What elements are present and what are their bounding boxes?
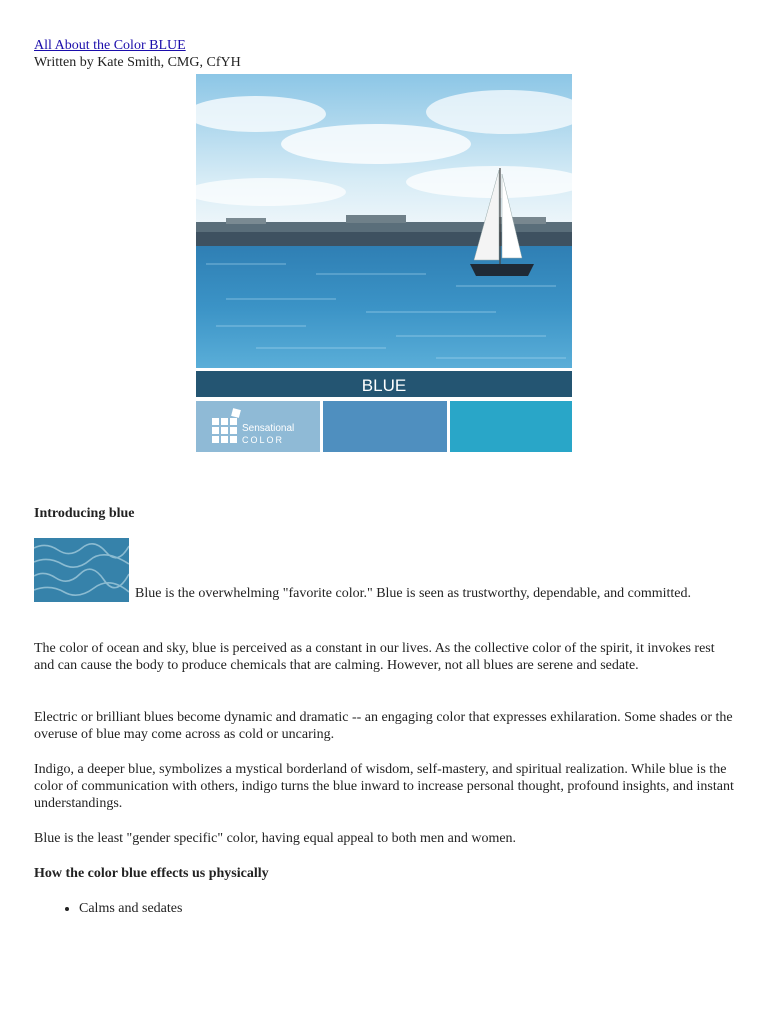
article-header	[34, 37, 734, 71]
sensational-color-logo	[196, 401, 320, 452]
paragraph: The color of ocean and sky, blue is perceived as a constant in our lives. As the collective color of the spirit, it invokes rest and can cause the body to produce chemicals that are calming. However, not all blues are serene and sedate.	[34, 641, 715, 673]
hero-image	[196, 74, 572, 452]
byline: Written by Kate Smith, CMG, CfYH	[34, 55, 241, 70]
banner-label: BLUE	[361, 376, 407, 395]
list-item: • Calms and sedates	[79, 900, 182, 917]
intro-text: Blue is the overwhelming "favorite color." Blue is seen as trustworthy, dependable, and committed.	[135, 586, 692, 601]
swatch-medium-blue	[323, 401, 447, 452]
paragraph: Blue is the least "gender specific" color, having equal appeal to both men and women.	[34, 831, 517, 846]
intro-block	[34, 538, 734, 602]
physical-effects-list	[34, 900, 182, 917]
title-link[interactable]: All About the Color BLUE	[34, 38, 186, 53]
svg-text:Sensational: Sensational	[242, 423, 295, 434]
physical-effects-heading: How the color blue effects us physically	[34, 866, 269, 881]
water-thumbnail	[34, 538, 129, 602]
svg-text:COLOR: COLOR	[242, 435, 285, 445]
sky	[196, 74, 572, 226]
paragraph: Indigo, a deeper blue, symbolizes a mystical borderland of wisdom, self-mastery, and spiritual realization. While blue is the color of communication with others, indigo turns the blue inward to increase personal thought, profound insights, and instant understandings.	[34, 762, 734, 811]
swatch-aqua-blue	[450, 401, 572, 452]
paragraph: Electric or brilliant blues become dynamic and dramatic -- an engaging color that expresses exhilaration. Some shades or the overuse of blue may come across as cold or uncaring.	[34, 710, 733, 742]
intro-heading: Introducing blue	[34, 506, 135, 521]
